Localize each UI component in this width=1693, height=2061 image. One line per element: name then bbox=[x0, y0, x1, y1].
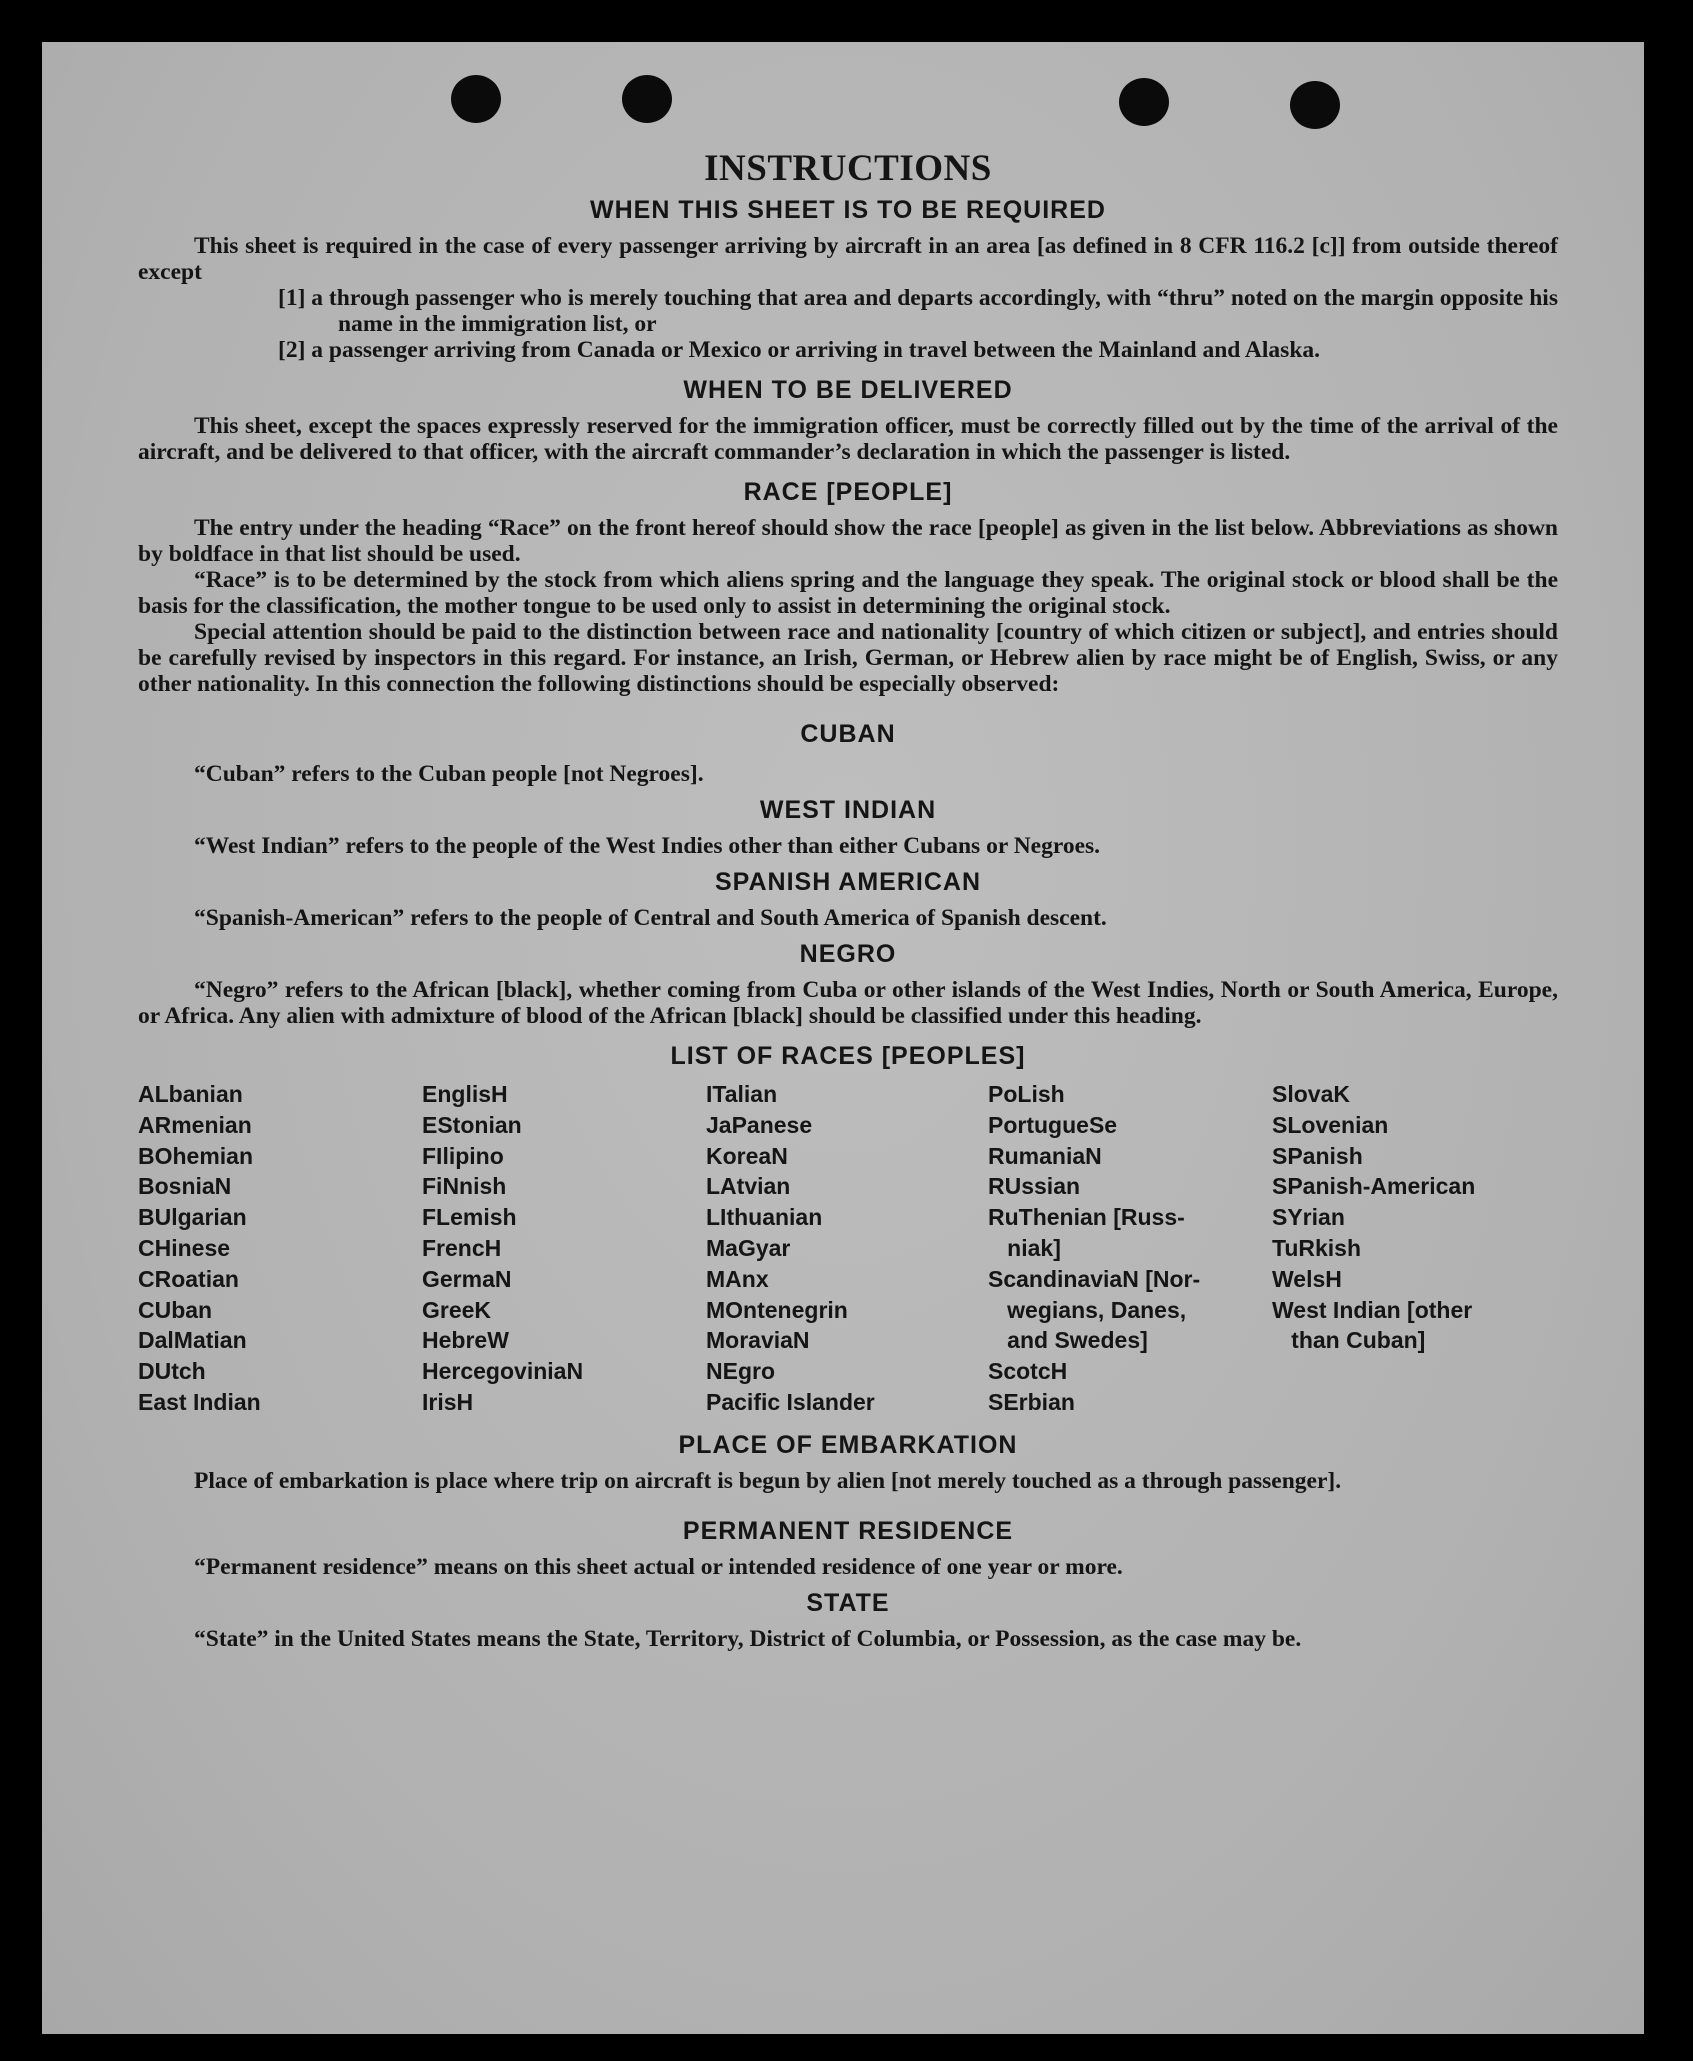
race-item: niak] bbox=[988, 1234, 1061, 1261]
races-column-1 bbox=[138, 1079, 422, 1418]
race-item: ARmenian bbox=[138, 1111, 252, 1138]
race-item: SPanish bbox=[1272, 1142, 1363, 1169]
race-item: BOhemian bbox=[138, 1142, 254, 1169]
race-item: KoreaN bbox=[706, 1142, 788, 1169]
race-item: ScotcH bbox=[988, 1358, 1068, 1385]
race-item: RumaniaN bbox=[988, 1142, 1102, 1169]
race-item: GermaN bbox=[422, 1265, 512, 1292]
race-item: NEgro bbox=[706, 1358, 775, 1385]
race-item: East Indian bbox=[138, 1388, 261, 1415]
race-item: MaGyar bbox=[706, 1234, 791, 1261]
race-item: RUssian bbox=[988, 1173, 1081, 1200]
residence-text: “Permanent residence” means on this sheet actual or intended residence of one year or more. bbox=[194, 1553, 1123, 1580]
delivered-text: This sheet, except the spaces expressly reserved for the immigration officer, must be correctly filled out by the time of the arrival of the aircraft, and be delivered to that officer, with the aircraft commander’s declaration in which the passenger is listed. bbox=[138, 413, 1558, 465]
race-item: WelsH bbox=[1272, 1265, 1342, 1292]
punch-hole bbox=[1119, 78, 1169, 126]
races-column-5 bbox=[1272, 1079, 1558, 1418]
race-paragraph-1: The entry under the heading “Race” on the front hereof should show the race [people] as given in the list below. Abbreviations as shown by boldface in that list should be used. bbox=[138, 515, 1558, 567]
heading-embarkation: PLACE OF EMBARKATION bbox=[678, 1430, 1018, 1459]
heading-delivered: WHEN TO BE DELIVERED bbox=[683, 376, 1013, 404]
races-column-3 bbox=[706, 1079, 988, 1418]
spanish-american-text: “Spanish-American” refers to the people of Central and South America of Spanish descent. bbox=[194, 905, 1107, 931]
race-item: IrisH bbox=[422, 1388, 474, 1415]
race-item: CUban bbox=[138, 1296, 213, 1323]
instructions-content bbox=[138, 147, 1558, 1652]
punch-hole bbox=[622, 75, 672, 123]
race-item: PortugueSe bbox=[988, 1111, 1118, 1138]
race-item: MoraviaN bbox=[706, 1327, 810, 1354]
race-item: Pacific Islander bbox=[706, 1388, 875, 1415]
race-item: LIthuanian bbox=[706, 1204, 823, 1231]
race-item: PoLish bbox=[988, 1081, 1065, 1107]
heading-race: RACE [PEOPLE] bbox=[743, 478, 953, 506]
race-item: CRoatian bbox=[138, 1265, 239, 1292]
race-item: FIlipino bbox=[422, 1142, 504, 1169]
race-item: EStonian bbox=[422, 1111, 522, 1138]
race-item: EnglisH bbox=[422, 1081, 508, 1107]
race-item: MOntenegrin bbox=[706, 1296, 848, 1323]
race-item: FiNnish bbox=[422, 1173, 507, 1200]
embarkation-text: Place of embarkation is place where trip on aircraft is begun by alien [not merely touched as a through passenger]. bbox=[194, 1467, 1342, 1494]
race-item: SlovaK bbox=[1272, 1081, 1350, 1107]
required-item-1: [1] a through passenger who is merely touching that area and departs accordingly, with “thru” noted on the margin opposite his name in the immigration list, or bbox=[278, 285, 1558, 337]
punch-hole bbox=[451, 75, 501, 123]
race-item: CHinese bbox=[138, 1234, 231, 1261]
race-item: BosniaN bbox=[138, 1173, 232, 1200]
race-item: JaPanese bbox=[706, 1111, 813, 1138]
state-text: “State” in the United States means the State, Territory, District of Columbia, or Possession, as the case may be. bbox=[194, 1625, 1302, 1652]
races-list bbox=[138, 1079, 1558, 1418]
race-item: DUtch bbox=[138, 1358, 206, 1385]
race-item: wegians, Danes, bbox=[988, 1296, 1187, 1323]
race-item: ALbanian bbox=[138, 1081, 243, 1107]
race-item: MAnx bbox=[706, 1265, 769, 1292]
race-paragraph-2: “Race” is to be determined by the stock from which aliens spring and the language they speak. The original stock or blood shall be the basis for the classification, the mother tongue to be used only to assist in determining the original stock. bbox=[138, 567, 1558, 619]
heading-spanish-american: SPANISH AMERICAN bbox=[714, 868, 981, 896]
races-column-4 bbox=[988, 1079, 1272, 1418]
race-item: than Cuban] bbox=[1272, 1327, 1426, 1354]
page-title: INSTRUCTIONS bbox=[704, 148, 992, 189]
heading-required: WHEN THIS SHEET IS TO BE REQUIRED bbox=[590, 196, 1106, 224]
west-indian-text: “West Indian” refers to the people of the West Indies other than either Cubans or Negroes. bbox=[194, 833, 1101, 859]
race-item: BUlgarian bbox=[138, 1204, 247, 1231]
race-item: GreeK bbox=[422, 1296, 492, 1323]
race-item: SErbian bbox=[988, 1388, 1075, 1415]
race-item: LAtvian bbox=[706, 1173, 791, 1200]
race-item: FrencH bbox=[422, 1234, 502, 1261]
document-sheet bbox=[42, 42, 1644, 2034]
race-item: RuThenian [Russ- bbox=[988, 1204, 1185, 1231]
required-intro: This sheet is required in the case of every passenger arriving by aircraft in an area [as defined in 8 CFR 116.2 [c]] from outside thereof except bbox=[138, 233, 1558, 285]
heading-state: STATE bbox=[806, 1588, 890, 1617]
punch-hole bbox=[1290, 81, 1340, 129]
cuban-text: “Cuban” refers to the Cuban people [not Negroes]. bbox=[194, 761, 704, 787]
race-item: DalMatian bbox=[138, 1327, 247, 1354]
required-item-2: [2] a passenger arriving from Canada or Mexico or arriving in travel between the Mainland and Alaska. bbox=[278, 337, 1321, 363]
heading-list-of-races: LIST OF RACES [PEOPLES] bbox=[670, 1042, 1026, 1070]
race-item: and Swedes] bbox=[988, 1327, 1148, 1354]
negro-text: “Negro” refers to the African [black], whether coming from Cuba or other islands of the West Indies, North or South America, Europe, or Africa. Any alien with admixture of blood of the African [black] should be classified under this heading. bbox=[138, 977, 1558, 1029]
race-item: FLemish bbox=[422, 1204, 517, 1231]
race-item: SYrian bbox=[1272, 1204, 1345, 1231]
race-item: HebreW bbox=[422, 1327, 509, 1354]
race-item: TuRkish bbox=[1272, 1234, 1362, 1261]
heading-west-indian: WEST INDIAN bbox=[759, 796, 937, 824]
race-item: SPanish-American bbox=[1272, 1173, 1476, 1200]
heading-cuban: CUBAN bbox=[800, 720, 896, 748]
races-column-2 bbox=[422, 1079, 706, 1418]
race-paragraph-3: Special attention should be paid to the distinction between race and nationality [country of which citizen or subject], and entries should be carefully revised by inspectors in this regard. For instance, an Irish, German, or Hebrew alien by race might be of English, Swiss, or any other nationality. In this connection the following distinctions should be especially observed: bbox=[138, 619, 1558, 697]
heading-permanent-residence: PERMANENT RESIDENCE bbox=[682, 1516, 1014, 1545]
race-item: ScandinaviaN [Nor- bbox=[988, 1265, 1201, 1292]
race-item: SLovenian bbox=[1272, 1111, 1389, 1138]
race-item: HercegoviniaN bbox=[422, 1358, 584, 1385]
heading-negro: NEGRO bbox=[799, 940, 897, 968]
race-item: West Indian [other bbox=[1272, 1296, 1473, 1323]
race-item: ITalian bbox=[706, 1081, 778, 1107]
